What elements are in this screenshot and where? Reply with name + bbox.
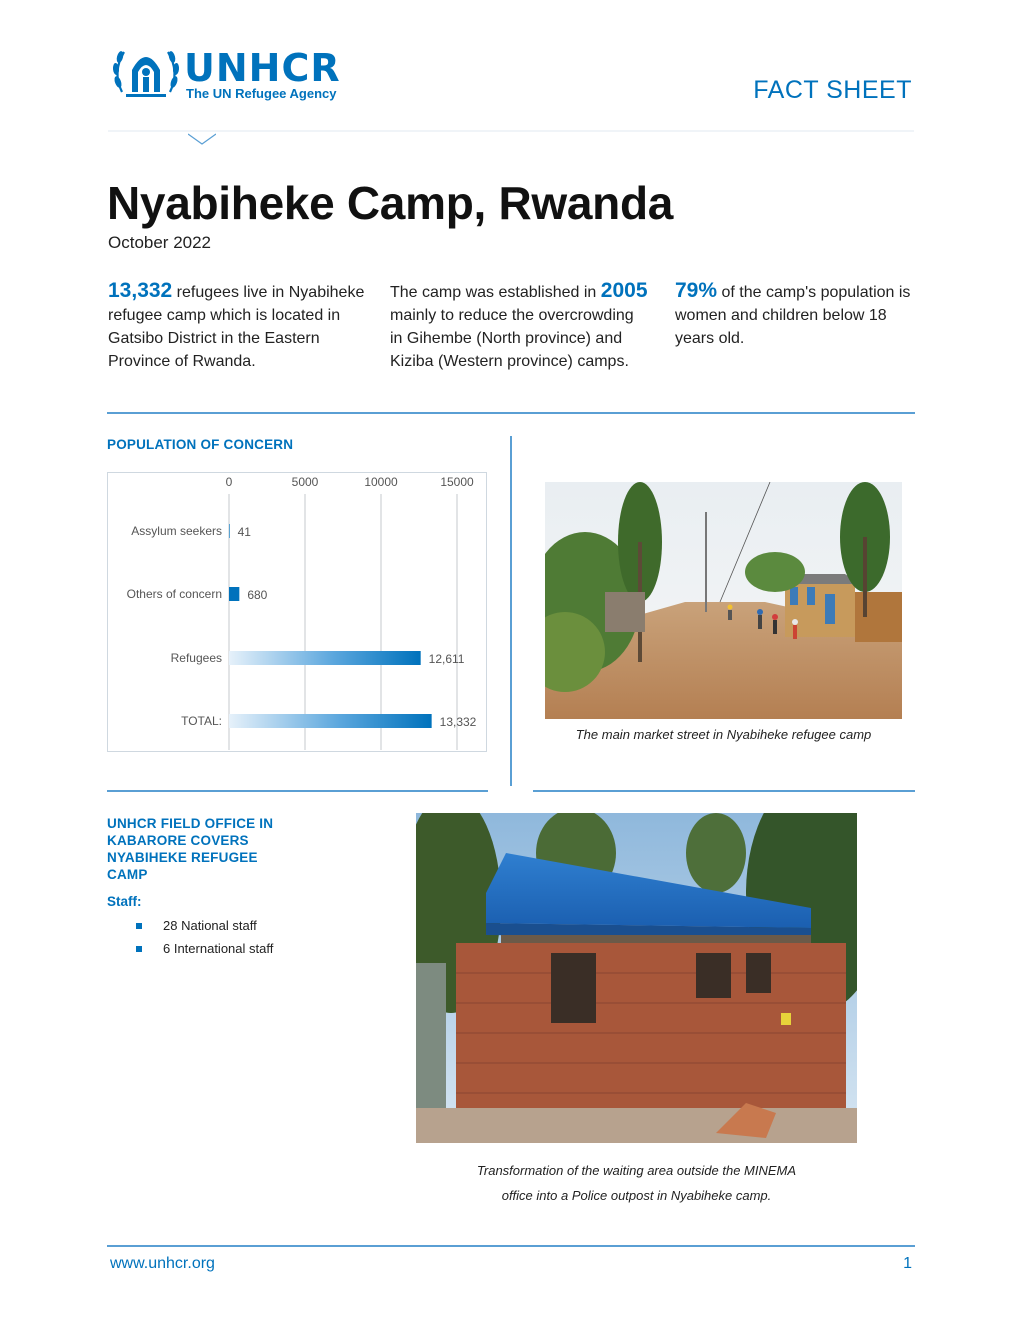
section-divider-mid-left	[107, 790, 488, 792]
population-heading: POPULATION OF CONCERN	[107, 437, 294, 452]
chart-tick-label: 0	[225, 475, 233, 489]
logo-tagline: The UN Refugee Agency	[186, 86, 337, 101]
chart-tick-label: 10000	[364, 475, 398, 489]
intro-demographics	[675, 279, 925, 350]
chart-bar	[229, 714, 432, 728]
footer-link[interactable]: www.unhcr.org	[110, 1255, 215, 1272]
population-chart	[107, 472, 487, 752]
police-outpost-photo	[416, 813, 857, 1143]
doc-type-label: FACT SHEET	[753, 76, 912, 104]
intro-refugees-text: refugees live in Nyabiheke refugee camp which is located in Gatsibo District in the Eastern Province of Rwanda.	[108, 284, 365, 370]
footer-divider	[107, 1245, 915, 1247]
page-date: October 2022	[108, 233, 212, 252]
intro-established-year: 2005	[600, 279, 648, 302]
intro-demographics-percent: 79%	[675, 279, 718, 302]
header-notch-icon	[188, 132, 216, 146]
list-item	[136, 939, 273, 962]
chart-tick-label: 15000	[440, 475, 474, 489]
chart-category-label: Others of concern	[126, 587, 222, 601]
field-office-heading-line: UNHCR FIELD OFFICE IN	[107, 816, 274, 831]
chart-category-label: TOTAL:	[181, 714, 222, 728]
page-title: Nyabiheke Camp, Rwanda	[107, 177, 674, 229]
section-divider-top	[107, 412, 915, 414]
chart-bar	[229, 651, 421, 665]
chart-value-label: 13,332	[439, 715, 477, 729]
chart-bar	[229, 524, 230, 538]
logo-wordmark: UNHCR	[184, 46, 341, 90]
field-office-heading-line: NYABIHEKE REFUGEE	[107, 850, 258, 865]
staff-item-text: 6 International staff	[163, 941, 274, 956]
section-divider-mid-right	[533, 790, 915, 792]
header-divider	[108, 130, 914, 132]
chart-category-label: Refugees	[170, 651, 222, 665]
intro-established-text: mainly to reduce the overcrowding in Gihembe (North province) and Kiziba (Western province) camps.	[390, 307, 634, 370]
intro-established-before: The camp was established in	[390, 284, 601, 301]
page-number: 1	[903, 1255, 912, 1272]
chart-bar	[229, 587, 239, 601]
staff-list	[136, 916, 273, 962]
field-office-heading	[107, 815, 307, 883]
chart-value-label: 12,611	[428, 652, 465, 666]
outpost-photo-caption	[416, 1158, 857, 1208]
list-item	[136, 916, 273, 939]
market-street-photo	[545, 482, 902, 719]
chart-value-label: 41	[237, 525, 251, 539]
chart-frame	[108, 473, 487, 752]
chart-value-label: 680	[247, 588, 268, 602]
intro-established	[390, 279, 650, 373]
intro-refugees	[108, 279, 378, 373]
staff-item-text: 28 National staff	[163, 918, 257, 933]
outpost-caption-line: Transformation of the waiting area outside the MINEMA	[476, 1163, 797, 1178]
market-photo-caption: The main market street in Nyabiheke refugee camp	[575, 727, 872, 742]
column-divider	[510, 436, 512, 786]
bullet-icon	[136, 923, 142, 929]
outpost-caption-line: office into a Police outpost in Nyabiheke camp.	[501, 1188, 772, 1203]
chart-category-label: Assylum seekers	[131, 524, 222, 538]
intro-refugees-number: 13,332	[108, 279, 173, 302]
bullet-icon	[136, 946, 142, 952]
field-office-heading-line: KABARORE COVERS	[107, 833, 249, 848]
field-office-heading-line: CAMP	[107, 867, 148, 882]
intro-demographics-text: of the camp's population is women and children below 18 years old.	[675, 284, 911, 347]
chart-tick-label: 5000	[291, 475, 319, 489]
staff-label: Staff:	[107, 894, 142, 909]
